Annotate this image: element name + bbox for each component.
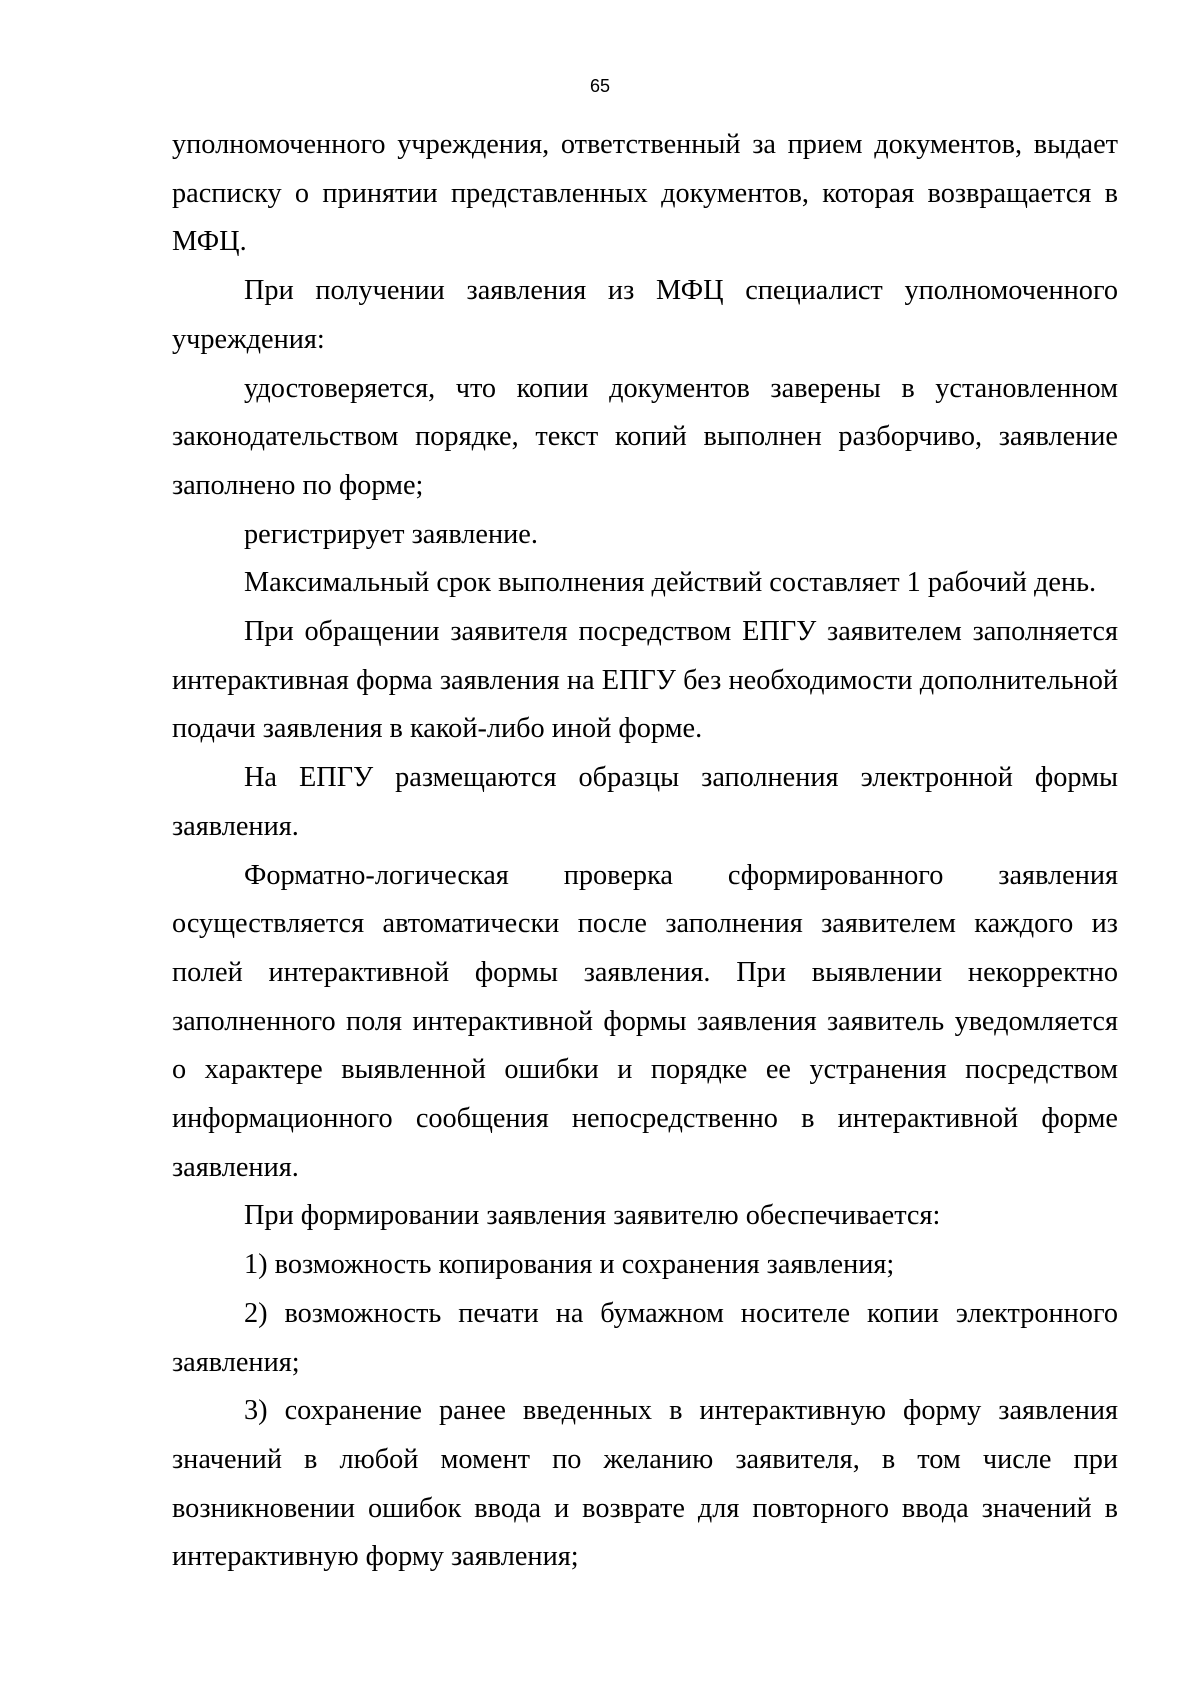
paragraph-epgu-samples: На ЕПГУ размещаются образцы заполнения электронной формы заявления.: [172, 762, 1118, 842]
paragraph-verifies-copies: удостоверяется, что копии документов заверены в установленном законодательством порядке, текст копий выполнен разборчиво, заявление заполнено по форме;: [172, 372, 1118, 501]
list-item-2: 2) возможность печати на бумажном носителе копии электронного заявления;: [172, 1297, 1118, 1378]
paragraph-ensures-heading: При формировании заявления заявителю обеспечивается:: [244, 1200, 941, 1232]
paragraph-max-term: Максимальный срок выполнения действий составляет 1 рабочий день.: [244, 567, 1097, 599]
paragraph-registers: регистрирует заявление.: [244, 518, 538, 550]
list-item-1: 1) возможность копирования и сохранения заявления;: [244, 1249, 895, 1281]
document-body: [172, 121, 1118, 1582]
paragraph-format-check: Форматно-логическая проверка сформированного заявления осуществляется автоматически после заполнения заявителем каждого из полей интерактивной формы заявления. При выявлении некорректно заполненного поля интерактивной формы заявления заявитель уведомляется о характере выявленной ошибки и порядке ее устранения посредством информационного сообщения непосредственно в интерактивной форме заявления.: [172, 859, 1118, 1183]
paragraph-epgu-application: При обращении заявителя посредством ЕПГУ заявителем заполняется интерактивная форма заявления на ЕПГУ без необходимости дополнительной подачи заявления в какой-либо иной форме.: [172, 616, 1118, 745]
page-number: 65: [589, 76, 611, 96]
paragraph-mfc-receipt: При получении заявления из МФЦ специалист уполномоченного учреждения:: [172, 275, 1118, 355]
paragraph-continuation: уполномоченного учреждения, ответственный за прием документов, выдает расписку о принятии представленных документов, которая возвращается в МФЦ.: [172, 129, 1118, 258]
list-item-3: 3) сохранение ранее введенных в интерактивную форму заявления значений в любой момент по желанию заявителя, в том числе при возникновении ошибок ввода и возврате для повторного ввода значений в интерактивную форму заявления;: [172, 1395, 1118, 1573]
